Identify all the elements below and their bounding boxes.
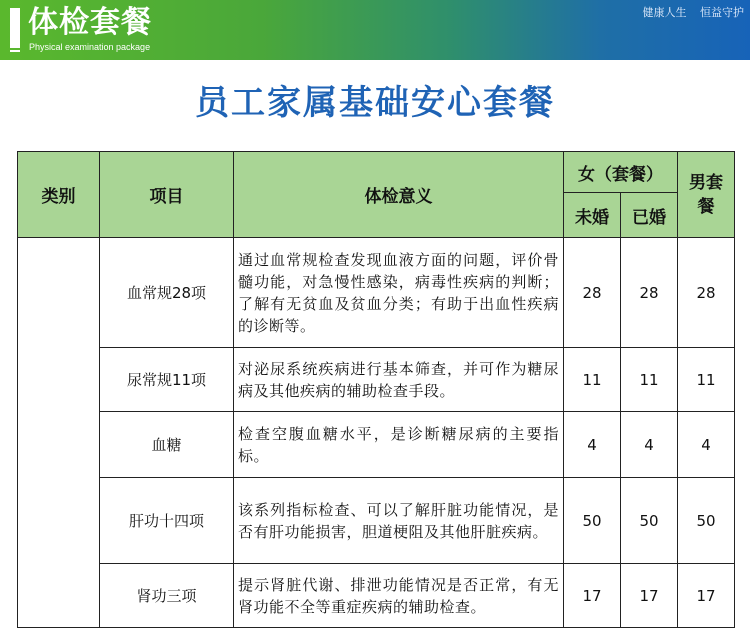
col-header-item: 项目: [100, 152, 234, 238]
col-header-female: 女（套餐）: [564, 152, 678, 193]
unmarried-cell: 11: [564, 348, 621, 412]
header-title: 体检套餐: [28, 5, 152, 40]
meaning-cell: 提示肾脏代谢、排泄功能情况是否正常，有无肾功能不全等重症疾病的辅助检查。: [234, 564, 564, 628]
male-cell: 28: [678, 238, 735, 348]
married-cell: 11: [621, 348, 678, 412]
meaning-cell: 检查空腹血糖水平，是诊断糖尿病的主要指标。: [234, 412, 564, 478]
unmarried-cell: 50: [564, 478, 621, 564]
table-row: [18, 238, 735, 348]
table-row: [18, 478, 735, 564]
col-header-unmarried: 未婚: [564, 193, 621, 238]
col-header-married: 已婚: [621, 193, 678, 238]
slogan-part-2: 恒益守护: [700, 6, 744, 19]
category-cell: [18, 238, 100, 628]
item-cell: 肝功十四项: [100, 478, 234, 564]
married-cell: 4: [621, 412, 678, 478]
meaning-cell: 该系列指标检查、可以了解肝脏功能情况，是否有肝功能损害，胆道梗阻及其他肝脏疾病。: [234, 478, 564, 564]
header-banner: [0, 0, 750, 60]
unmarried-cell: 4: [564, 412, 621, 478]
slogan-part-1: 健康人生: [642, 6, 687, 19]
item-cell: 血常规28项: [100, 238, 234, 348]
married-cell: 50: [621, 478, 678, 564]
male-cell: 11: [678, 348, 735, 412]
item-cell: 肾功三项: [100, 564, 234, 628]
item-cell: 血糖: [100, 412, 234, 478]
table-row: [18, 412, 735, 478]
married-cell: 28: [621, 238, 678, 348]
table-row: [18, 564, 735, 628]
col-header-category: 类别: [18, 152, 100, 238]
header-slogan: [633, 4, 745, 20]
logo-bar-icon: [10, 8, 20, 48]
page-title: 员工家属基础安心套餐: [195, 83, 555, 123]
male-cell: 4: [678, 412, 735, 478]
unmarried-cell: 28: [564, 238, 621, 348]
unmarried-cell: 17: [564, 564, 621, 628]
item-cell: 尿常规11项: [100, 348, 234, 412]
col-header-meaning: 体检意义: [234, 152, 564, 238]
col-header-male: 男套餐: [678, 152, 735, 238]
meaning-cell: 通过血常规检查发现血液方面的问题，评价骨髓功能，对急慢性感染，病毒性疾病的判断；了解有无贫血及贫血分类；有助于出血性疾病的诊断等。: [234, 238, 564, 348]
married-cell: 17: [621, 564, 678, 628]
meaning-cell: 对泌尿系统疾病进行基本筛查，并可作为糖尿病及其他疾病的辅助检查手段。: [234, 348, 564, 412]
table-row: [18, 348, 735, 412]
male-cell: 50: [678, 478, 735, 564]
header-subtitle: Physical examination package: [29, 42, 151, 52]
male-cell: 17: [678, 564, 735, 628]
package-table: [17, 151, 735, 628]
